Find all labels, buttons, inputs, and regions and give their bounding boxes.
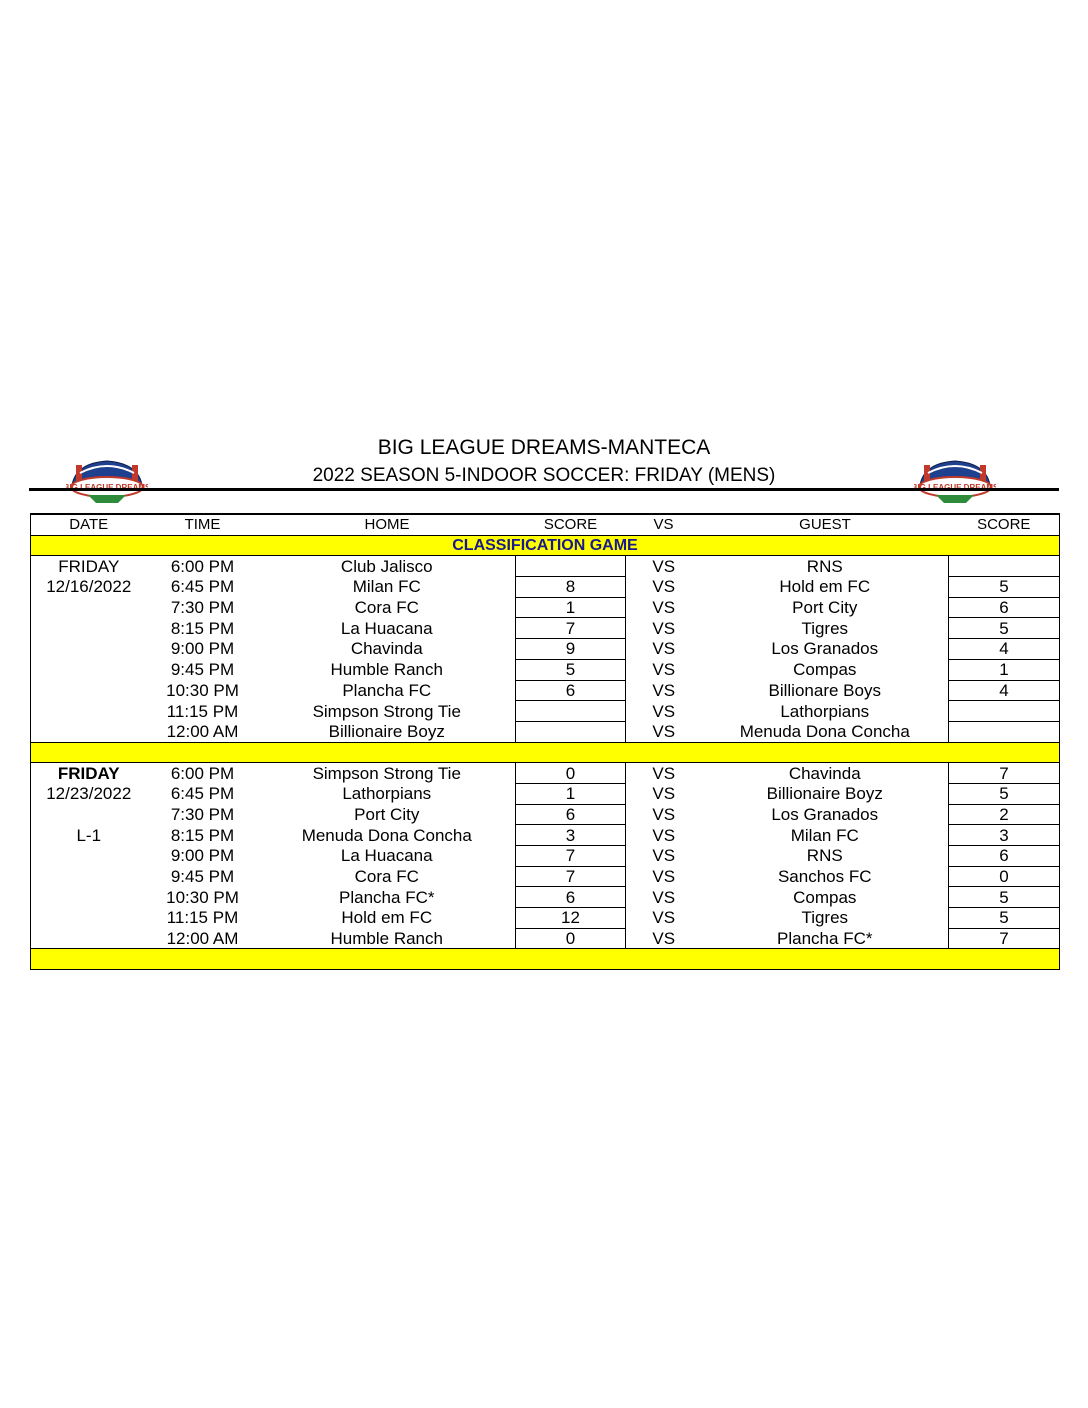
home-team: Simpson Strong Tie bbox=[312, 763, 461, 783]
date-cell bbox=[31, 908, 147, 929]
vs-label: VS bbox=[652, 846, 676, 866]
guest-team: Billionaire Boyz bbox=[766, 784, 883, 804]
vs-label: VS bbox=[652, 577, 676, 597]
vs-label: VS bbox=[652, 721, 676, 741]
guest-team: Chavinda bbox=[788, 763, 861, 783]
game-row bbox=[31, 556, 1060, 577]
home-score bbox=[516, 721, 626, 742]
big-league-dreams-logo-right bbox=[914, 455, 996, 505]
week-block-2 bbox=[31, 763, 1060, 949]
home-score: 7 bbox=[516, 846, 626, 867]
home-score bbox=[516, 556, 626, 577]
game-row bbox=[31, 866, 1060, 887]
col-header-guest: GUEST bbox=[702, 514, 949, 535]
home-team: Menuda Dona Concha bbox=[301, 825, 472, 845]
vs-label: VS bbox=[652, 556, 676, 576]
guest-score bbox=[949, 701, 1060, 722]
date-cell bbox=[31, 659, 147, 680]
guest-score: 5 bbox=[949, 783, 1060, 804]
date-cell bbox=[31, 887, 147, 908]
guest-team: Plancha FC* bbox=[777, 928, 873, 948]
date-cell: FRIDAY bbox=[31, 763, 147, 784]
guest-score: 7 bbox=[949, 928, 1060, 949]
game-row bbox=[31, 618, 1060, 639]
home-team: Billionaire Boyz bbox=[328, 721, 445, 741]
time-cell: 9:45 PM bbox=[170, 660, 235, 680]
date-cell: L-1 bbox=[31, 825, 147, 846]
time-cell: 12:00 AM bbox=[166, 928, 239, 948]
classification-banner bbox=[31, 535, 1060, 556]
header-row bbox=[31, 514, 1060, 535]
date-cell bbox=[31, 721, 147, 742]
home-score: 6 bbox=[516, 804, 626, 825]
vs-label: VS bbox=[652, 639, 676, 659]
guest-team: Compas bbox=[793, 887, 857, 907]
home-team: La Huacana bbox=[340, 846, 433, 866]
guest-team: Tigres bbox=[801, 908, 849, 928]
game-row bbox=[31, 928, 1060, 949]
col-header-guest-score: SCORE bbox=[949, 514, 1060, 535]
time-cell: 7:30 PM bbox=[170, 804, 235, 824]
guest-score: 2 bbox=[949, 804, 1060, 825]
home-score: 8 bbox=[516, 577, 626, 598]
home-score: 5 bbox=[516, 659, 626, 680]
home-team: Humble Ranch bbox=[330, 928, 443, 948]
separator-bar bbox=[31, 742, 1060, 763]
vs-label: VS bbox=[652, 825, 676, 845]
date-cell bbox=[31, 680, 147, 701]
game-row bbox=[31, 908, 1060, 929]
time-cell: 9:00 PM bbox=[170, 639, 235, 659]
home-score: 9 bbox=[516, 639, 626, 660]
home-team: Port City bbox=[354, 804, 420, 824]
home-team: Simpson Strong Tie bbox=[312, 701, 461, 721]
home-team: Cora FC bbox=[354, 598, 419, 618]
home-score: 6 bbox=[516, 680, 626, 701]
date-cell bbox=[31, 597, 147, 618]
time-cell: 9:00 PM bbox=[170, 846, 235, 866]
time-cell: 6:45 PM bbox=[170, 784, 235, 804]
guest-score: 4 bbox=[949, 680, 1060, 701]
game-row bbox=[31, 763, 1060, 784]
home-team: Milan FC bbox=[352, 577, 421, 597]
guest-team: RNS bbox=[806, 556, 843, 576]
game-row bbox=[31, 639, 1060, 660]
vs-label: VS bbox=[652, 598, 676, 618]
guest-score bbox=[949, 556, 1060, 577]
vs-label: VS bbox=[652, 680, 676, 700]
time-cell: 9:45 PM bbox=[170, 867, 235, 887]
home-team: Plancha FC bbox=[342, 680, 432, 700]
home-team: Lathorpians bbox=[342, 784, 432, 804]
game-row bbox=[31, 887, 1060, 908]
date-cell: 12/16/2022 bbox=[31, 577, 147, 598]
vs-label: VS bbox=[652, 908, 676, 928]
game-row bbox=[31, 783, 1060, 804]
home-team: Plancha FC* bbox=[339, 887, 435, 907]
time-cell: 6:00 PM bbox=[170, 556, 235, 576]
guest-score: 5 bbox=[949, 618, 1060, 639]
col-header-home: HOME bbox=[259, 514, 516, 535]
vs-label: VS bbox=[652, 784, 676, 804]
vs-label: VS bbox=[652, 660, 676, 680]
col-header-home-score: SCORE bbox=[516, 514, 626, 535]
home-score: 6 bbox=[516, 887, 626, 908]
game-row bbox=[31, 701, 1060, 722]
date-cell bbox=[31, 928, 147, 949]
home-score: 12 bbox=[516, 908, 626, 929]
game-row bbox=[31, 721, 1060, 742]
time-cell: 12:00 AM bbox=[166, 721, 239, 741]
week-block-1 bbox=[31, 556, 1060, 742]
guest-team: Compas bbox=[793, 660, 857, 680]
game-row bbox=[31, 825, 1060, 846]
home-score: 7 bbox=[516, 866, 626, 887]
guest-score: 6 bbox=[949, 597, 1060, 618]
date-cell bbox=[31, 639, 147, 660]
guest-score: 3 bbox=[949, 825, 1060, 846]
vs-label: VS bbox=[652, 867, 676, 887]
big-league-dreams-logo-left bbox=[66, 455, 148, 505]
vs-label: VS bbox=[652, 887, 676, 907]
date-cell: 12/23/2022 bbox=[31, 783, 147, 804]
guest-team: Sanchos FC bbox=[777, 867, 872, 887]
schedule-table bbox=[30, 513, 1060, 970]
date-cell bbox=[31, 804, 147, 825]
vs-label: VS bbox=[652, 804, 676, 824]
home-team: Club Jalisco bbox=[340, 556, 433, 576]
home-team: La Huacana bbox=[340, 618, 433, 638]
home-score: 0 bbox=[516, 928, 626, 949]
guest-team: Menuda Dona Concha bbox=[739, 721, 910, 741]
game-row bbox=[31, 846, 1060, 867]
vs-label: VS bbox=[652, 763, 676, 783]
time-cell: 8:15 PM bbox=[170, 618, 235, 638]
game-row bbox=[31, 804, 1060, 825]
guest-score: 6 bbox=[949, 846, 1060, 867]
game-row bbox=[31, 680, 1060, 701]
guest-score: 7 bbox=[949, 763, 1060, 784]
time-cell: 6:45 PM bbox=[170, 577, 235, 597]
home-score bbox=[516, 701, 626, 722]
vs-label: VS bbox=[652, 928, 676, 948]
home-score: 1 bbox=[516, 597, 626, 618]
home-score: 1 bbox=[516, 783, 626, 804]
col-header-vs: VS bbox=[626, 514, 702, 535]
home-team: Chavinda bbox=[350, 639, 423, 659]
vs-label: VS bbox=[652, 618, 676, 638]
time-cell: 6:00 PM bbox=[170, 763, 235, 783]
date-cell bbox=[31, 866, 147, 887]
col-header-date: DATE bbox=[31, 514, 147, 535]
guest-score: 5 bbox=[949, 577, 1060, 598]
guest-team: Billionare Boys bbox=[768, 680, 881, 700]
game-row bbox=[31, 659, 1060, 680]
time-cell: 11:15 PM bbox=[166, 701, 239, 721]
guest-team: Los Granados bbox=[771, 804, 879, 824]
top-rule bbox=[29, 488, 1059, 491]
guest-team: Port City bbox=[792, 598, 858, 618]
game-row bbox=[31, 597, 1060, 618]
guest-team: Los Granados bbox=[771, 639, 879, 659]
date-cell bbox=[31, 618, 147, 639]
date-cell bbox=[31, 846, 147, 867]
guest-score: 0 bbox=[949, 866, 1060, 887]
guest-team: Hold em FC bbox=[779, 577, 871, 597]
guest-score: 5 bbox=[949, 887, 1060, 908]
time-cell: 10:30 PM bbox=[166, 887, 239, 907]
footer-bar bbox=[31, 949, 1060, 970]
home-score: 3 bbox=[516, 825, 626, 846]
time-cell: 7:30 PM bbox=[170, 598, 235, 618]
guest-score: 1 bbox=[949, 659, 1060, 680]
guest-team: Lathorpians bbox=[780, 701, 870, 721]
guest-team: Tigres bbox=[801, 618, 849, 638]
date-cell bbox=[31, 701, 147, 722]
home-score: 7 bbox=[516, 618, 626, 639]
time-cell: 11:15 PM bbox=[166, 908, 239, 928]
guest-team: RNS bbox=[806, 846, 843, 866]
time-cell: 8:15 PM bbox=[170, 825, 235, 845]
page-subtitle: 2022 SEASON 5-INDOOR SOCCER: FRIDAY (MENS) bbox=[312, 465, 776, 486]
home-team: Hold em FC bbox=[341, 908, 433, 928]
col-header-time: TIME bbox=[147, 514, 259, 535]
vs-label: VS bbox=[652, 701, 676, 721]
game-row bbox=[31, 577, 1060, 598]
guest-score: 4 bbox=[949, 639, 1060, 660]
guest-score: 5 bbox=[949, 908, 1060, 929]
banner-text: CLASSIFICATION GAME bbox=[31, 535, 1060, 556]
date-cell: FRIDAY bbox=[31, 556, 147, 577]
guest-score bbox=[949, 721, 1060, 742]
guest-team: Milan FC bbox=[790, 825, 859, 845]
home-score: 0 bbox=[516, 763, 626, 784]
time-cell: 10:30 PM bbox=[166, 680, 239, 700]
page-title: BIG LEAGUE DREAMS-MANTECA bbox=[377, 436, 711, 459]
home-team: Cora FC bbox=[354, 867, 419, 887]
home-team: Humble Ranch bbox=[330, 660, 443, 680]
